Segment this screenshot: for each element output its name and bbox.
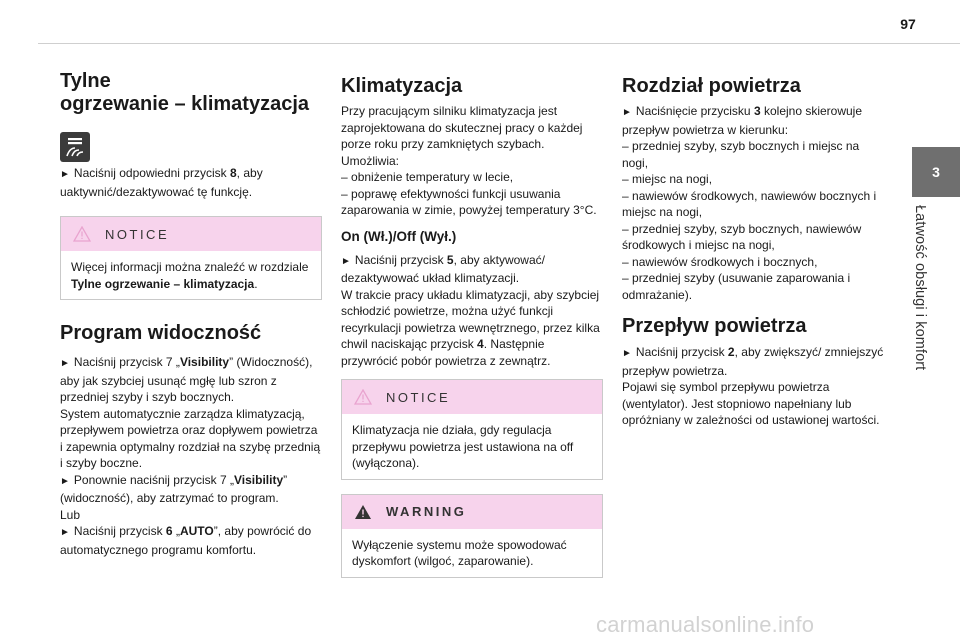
paragraph: ► Naciśnij odpowiedni przycisk 8, aby uaktywnić/dezaktywować tę funkcję. [60, 166, 263, 199]
warning-label: WARNING [386, 504, 467, 519]
notice-box [341, 379, 603, 480]
arrow-right-icon: ► [622, 107, 632, 118]
paragraph: ► Naciśnij przycisk 6 „AUTO”, aby powrócić do automatycznego programu komfortu. [60, 524, 312, 557]
list-item: – nawiewów środkowych, nawiewów bocznych i miejsc na nogi, [622, 188, 877, 219]
chapter-title-text: Łatwość obsługi i komfort [912, 205, 928, 371]
section-title-air-flow: Przepływ powietrza [622, 315, 807, 337]
page-number: 97 [900, 16, 916, 32]
column-air-conditioning [341, 70, 603, 578]
notice-box [60, 216, 322, 300]
watermark: carmanualsonline.info [596, 612, 815, 637]
list-item: – obniżenie temperatury w lecie, [341, 170, 514, 184]
section-title-air-conditioning: Klimatyzacja [341, 75, 463, 97]
paragraph: ► Naciśnij przycisk 7 „Visibility” (Widoczność), aby jak szybciej usunąć mgłę lub szron z przedniej szyby i szyb bocznych. [60, 355, 313, 404]
paragraph: Przy pracującym silniku klimatyzacja jest zaprojektowana do skutecznej pracy o każdej porze roku przy zamkniętych szybach. [341, 104, 583, 151]
warning-triangle-icon [354, 504, 372, 520]
arrow-right-icon: ► [60, 169, 70, 180]
arrow-right-icon: ► [622, 348, 632, 359]
paragraph: ► Naciśnij przycisk 2, aby zwiększyć/ zmniejszyć przepływ powietrza. [622, 345, 884, 378]
arrow-right-icon: ► [60, 527, 70, 538]
section-title-air-distribution: Rozdział powietrza [622, 75, 801, 97]
column-rear-heating [60, 70, 322, 558]
paragraph: Umożliwia: [341, 153, 400, 168]
warning-text: Wyłączenie systemu może spowodować dyskomfort (wilgoć, zaparowanie). [352, 537, 567, 568]
paragraph: ► Naciśnięcie przycisku 3 kolejno skierowuje przepływ powietrza w kierunku: [622, 104, 863, 137]
notice-triangle-icon [354, 389, 372, 405]
header-divider [38, 43, 960, 44]
paragraph: System automatycznie zarządza klimatyzacją, przepływem powietrza oraz dopływem powietrza i zapewnia optymalny rozdział na szybę przednią i szyby boczne. [60, 406, 321, 470]
paragraph: ► Naciśnij przycisk 5, aby aktywować/ dezaktywować układ klimatyzacji. [341, 252, 545, 285]
list-item: – przedniej szyby, szyb bocznych i miejsc na nogi, [622, 139, 860, 170]
notice-header [342, 380, 602, 414]
arrow-right-icon: ► [60, 475, 70, 487]
list-item: – przedniej szyby (usuwanie zaparowania i odmrażanie). [622, 271, 851, 302]
list-item: – nawiewów środkowych i bocznych, [622, 254, 818, 269]
chapter-tab[interactable]: 3 [912, 147, 960, 197]
warning-header [342, 495, 602, 529]
section-title-visibility: Program widoczność [60, 322, 262, 344]
arrow-right-icon: ► [341, 255, 351, 267]
subsection-title-on-off: On (Wł.)/Off (Wył.) [341, 228, 457, 244]
notice-header [61, 217, 321, 251]
rear-hvac-icon [60, 132, 90, 162]
paragraph: W trakcie pracy układu klimatyzacji, aby szybciej schłodzić powietrze, można użyć funkcji recyrkulacji powietrza wewnętrznego, przez kilka chwil naciskając przycisk 4. Następnie przywrócić pobór powietrza z zewnątrz. [341, 287, 600, 368]
chapter-title [898, 205, 938, 410]
notice-text: Więcej informacji można znaleźć w rozdziale Tylne ogrzewanie – klimatyzacja. [71, 260, 309, 291]
notice-text: Klimatyzacja nie działa, gdy regulacja przepływu powietrza jest ustawiona na off (wyłączona). [352, 423, 574, 470]
notice-triangle-icon [73, 226, 91, 242]
paragraph: Pojawi się symbol przepływu powietrza (wentylator). Jest stopniowo napełniany lub opróżniany w zależności od ustawionej wartości. [622, 380, 880, 427]
list-item: – przedniej szyby, szyb bocznych, nawiewów środkowych i miejsc na nogi, [622, 221, 862, 252]
list-item: – poprawę efektywności funkcji usuwania zaparowania w zimie, powyżej temperatury 3°C. [341, 186, 597, 217]
section-title-rear-heating: Tylne ogrzewanie – klimatyzacja [60, 70, 310, 115]
list-item: – miejsc na nogi, [622, 172, 713, 186]
notice-label: NOTICE [386, 389, 451, 405]
column-air-distribution [622, 70, 884, 429]
warning-box [341, 494, 603, 578]
paragraph: ► Ponownie naciśnij przycisk 7 „Visibility” (widoczność), aby zatrzymać to program. [60, 472, 288, 505]
arrow-right-icon: ► [60, 358, 70, 369]
paragraph: Lub [60, 507, 81, 522]
notice-label: NOTICE [105, 226, 170, 242]
